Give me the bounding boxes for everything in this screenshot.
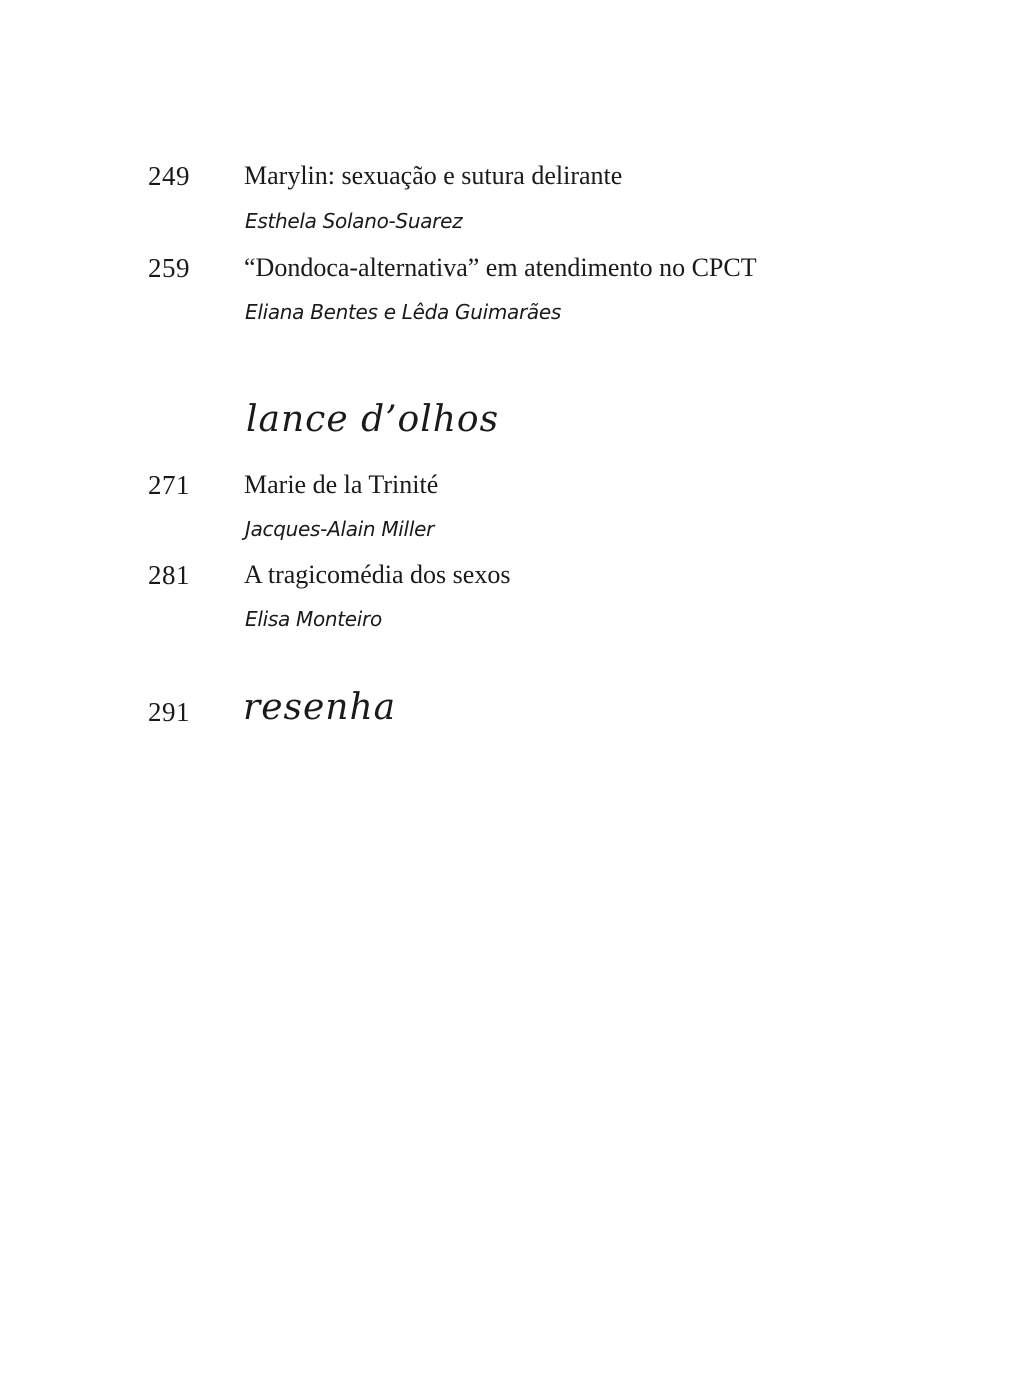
- article-title: A tragicomédia dos sexos: [244, 560, 511, 589]
- page-number: 291: [148, 697, 190, 727]
- article-title: Marie de la Trinité: [244, 470, 439, 499]
- article-author: Esthela Solano-Suarez: [245, 209, 463, 233]
- article-author: Elisa Monteiro: [245, 607, 382, 631]
- article-author: Jacques-Alain Miller: [245, 517, 435, 541]
- page-number: 271: [148, 470, 190, 500]
- page-number: 281: [148, 560, 190, 590]
- page-number: 259: [148, 253, 190, 283]
- article-title: “Dondoca-alternativa” em atendimento no CPCT: [244, 253, 757, 282]
- section-heading-resenha: resenha: [243, 687, 397, 728]
- article-title: Marylin: sexuação e sutura delirante: [244, 161, 623, 190]
- page-number: 249: [148, 161, 190, 191]
- article-author: Eliana Bentes e Lêda Guimarães: [245, 300, 562, 324]
- section-heading-lance: lance d’olhos: [246, 399, 500, 440]
